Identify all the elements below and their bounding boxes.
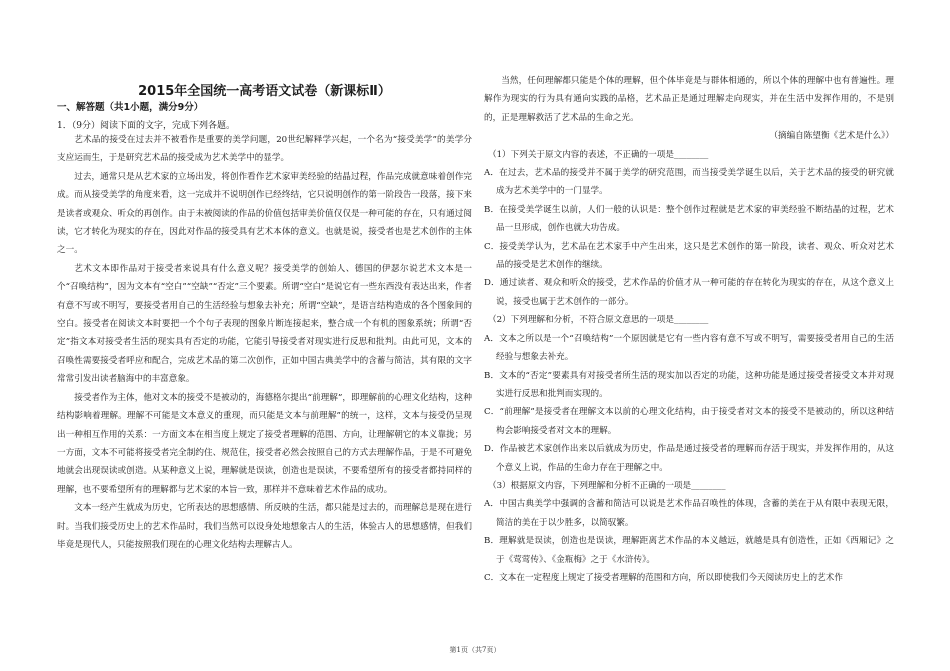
subquestion-2-option-b: B．文本的“否定”要素具有对接受者所生活的现实加以否定的功能，这种功能是通过接受者接受文本并对现实进行反思和批判而实现的。 bbox=[484, 370, 894, 399]
subquestion-1-option-d: D．通过读者、观众和听众的接受，艺术作品的价值才从一种可能的存在转化为现实的存在，从这个意义上说，接受也属于艺术创作的一部分。 bbox=[484, 278, 894, 307]
subquestion-2-option-c: C．“前理解”是接受者在理解文本以前的心理文化结构，由于接受者对文本的接受不是被动的，所以这种结构会影响接受者对文本的理解。 bbox=[484, 407, 894, 436]
page-footer: 第1页（共7页） bbox=[449, 646, 501, 654]
subquestion-1-stem: （1）下列关于原文内容的表述，不正确的一项是________ bbox=[488, 149, 709, 160]
passage-paragraph-6: 当然，任何理解都只能是个体的理解，但个体毕竟是与群体相通的，所以个体的理解中也有普遍性。理解作为现实的行为具有通向实践的品格，艺术品正是通过理解走向现实，并在生活中发挥作用的，不是别的，正是理解救活了艺术品的生命之光。 bbox=[484, 76, 894, 123]
question-heading: 1．（9分）阅读下面的文字，完成下列各题。 bbox=[57, 121, 235, 131]
subquestion-1-option-b: B．在接受美学诞生以前，人们一般的认识是：整个创作过程就是艺术家的审美经验不断结晶的过程，艺术品一旦形成，创作也就大功告成。 bbox=[484, 204, 894, 234]
subquestion-2-option-a: A．文本之所以是一个“召唤结构”一个原因就是它有一些内容有意不写或不明写，需要接受者用自己的生活经验与想象去补充。 bbox=[484, 333, 894, 363]
subquestion-3-option-c: C．文本在一定程度上规定了接受者理解的范围和方向，所以即使我们今天阅读历史上的艺术作 bbox=[484, 572, 843, 583]
passage-paragraph-2: 过去，通常只是从艺术家的立场出发，将创作看作艺术家审美经验的结晶过程，作品完成就意味着创作完成。而从接受美学的角度来看，这一完成并不说明创作已经终结，它只说明创作的第一阶段告一段落，接下来是读者或观众、听众的再创作。由于未被阅读的作品的价值包括审美价值仅仅是一种可能的存在，只有通过阅读，它才转化为现实的存在，因此对作品的接受具有艺术本体的意义。也就是说，接受者也是艺术创作的主体之一。 bbox=[57, 171, 472, 256]
subquestion-1-option-c: C．接受美学认为，艺术品在艺术家手中产生出来，这只是艺术创作的第一阶段，读者、观众、听众对艺术品的接受是艺术创作的继续。 bbox=[484, 241, 894, 271]
passage-paragraph-5: 文本一经产生就成为历史，它所表达的思想感情、所反映的生活，都只能是过去的，而理解总是现在进行时。当我们接受历史上的艺术作品时，我们当然可以设身处地想象古人的生活，体验古人的思想感情，但我们毕竟是现代人，只能按照我们现在的心理文化结构去理解古人。 bbox=[57, 503, 472, 550]
section-heading: 一、解答题（共1小题，满分9分） bbox=[57, 102, 204, 113]
subquestion-1-option-a: A．在过去，艺术品的接受并不属于美学的研究范围，而当接受美学诞生以后，关于艺术品的接受的研究就成为艺术美学中的一门显学。 bbox=[484, 168, 894, 197]
passage-paragraph-4: 接受者作为主体，他对文本的接受不是被动的，海德格尔提出“前理解”，即理解前的心理文化结构，这种结构影响着理解。理解不可能是文本意义的重现，而只能是文本与前理解”的统一，这样，文本与接受仍呈现出一种相互作用的关系：一方面文本在相当度上规定了接受者理解的范围、方向，让理解朝它的本义靠拢；另一方面，文本不可能将接受者完全制约住、规范住，接受者必然会按照自己的方式去理解作品，于是不可避免地就会出现误读或创造。从某种意义上说，理解就是误读，创造也是误读，不要希望所有的接受者都持同样的理解，也不要希望所有的理解都与艺术家的本旨一致，那样并不意味着艺术作品的成功。 bbox=[57, 392, 472, 495]
passage-paragraph-3: 艺术文本即作品对于接受者来说具有什么意义呢？接受美学的创始人、德国的伊瑟尔说艺术文本是一个“召唤结构”，因为文本有“空白”“空缺”“否定”三个要素。所谓“空白”是说它有一些东西没有表达出来，作者有意不写或不明写，要接受者用自己的生活经验与想象去补充；所谓“空缺”，是语言结构造成的各个图象间的空白。接受者在阅读文本时要把一个个句子表现的图象片断连接起来，整合成一个有机的图象系统；所谓“否定”指文本对接受者生活的现实具有否定的功能，它能引导接受者对现实进行反思和批判。由此可见，文本的召唤性需要接受者呼应和配合，完成艺术品的第二次创作，正如中国古典美学中的含蓄与简洁，其有限的文字常常引发出读者脑海中的丰富意象。 bbox=[57, 263, 472, 385]
subquestion-2-option-d: D．作品被艺术家创作出来以后就成为历史，作品是通过接受者的理解而存活于现实，并发挥作用的，从这个意义上说，作品的生命力存在于理解之中。 bbox=[484, 444, 894, 473]
passage-paragraph-1: 艺术品的接受在过去并不被看作是重要的美学问题，20世纪解释学兴起，一个名为“接受美学”的美学分支应运而生，于是研究艺术品的接受成为艺术美学中的显学。 bbox=[57, 135, 472, 164]
source-citation: （摘编自陈望衡《艺术是什么》） bbox=[769, 131, 894, 142]
subquestion-2-stem: （2）下列理解和分析，不符合原文意思的一项是________ bbox=[488, 315, 709, 326]
subquestion-3-option-a: A．中国古典美学中强调的含蓄和简洁可以说是艺术作品召唤性的体现，含蓄的美在于从有限中表现无限，简洁的美在于以少胜多，以简驭繁。 bbox=[484, 499, 894, 528]
passage-left bbox=[57, 131, 472, 554]
subquestion-3-option-b: B．理解就是误读，创造也是误读，理解距离艺术作品的本义越远，就越是具有创造性，正如《西厢记》之于《莺莺传》、《金瓶梅》之于《水浒传》。 bbox=[484, 536, 894, 565]
subquestion-3-stem: （3）根据原文内容，下列理解和分析不正确的一项是________ bbox=[488, 480, 726, 491]
page-title: 2015年全国统一高考语文试卷（新课标Ⅱ） bbox=[138, 84, 391, 99]
passage-right bbox=[484, 72, 894, 587]
